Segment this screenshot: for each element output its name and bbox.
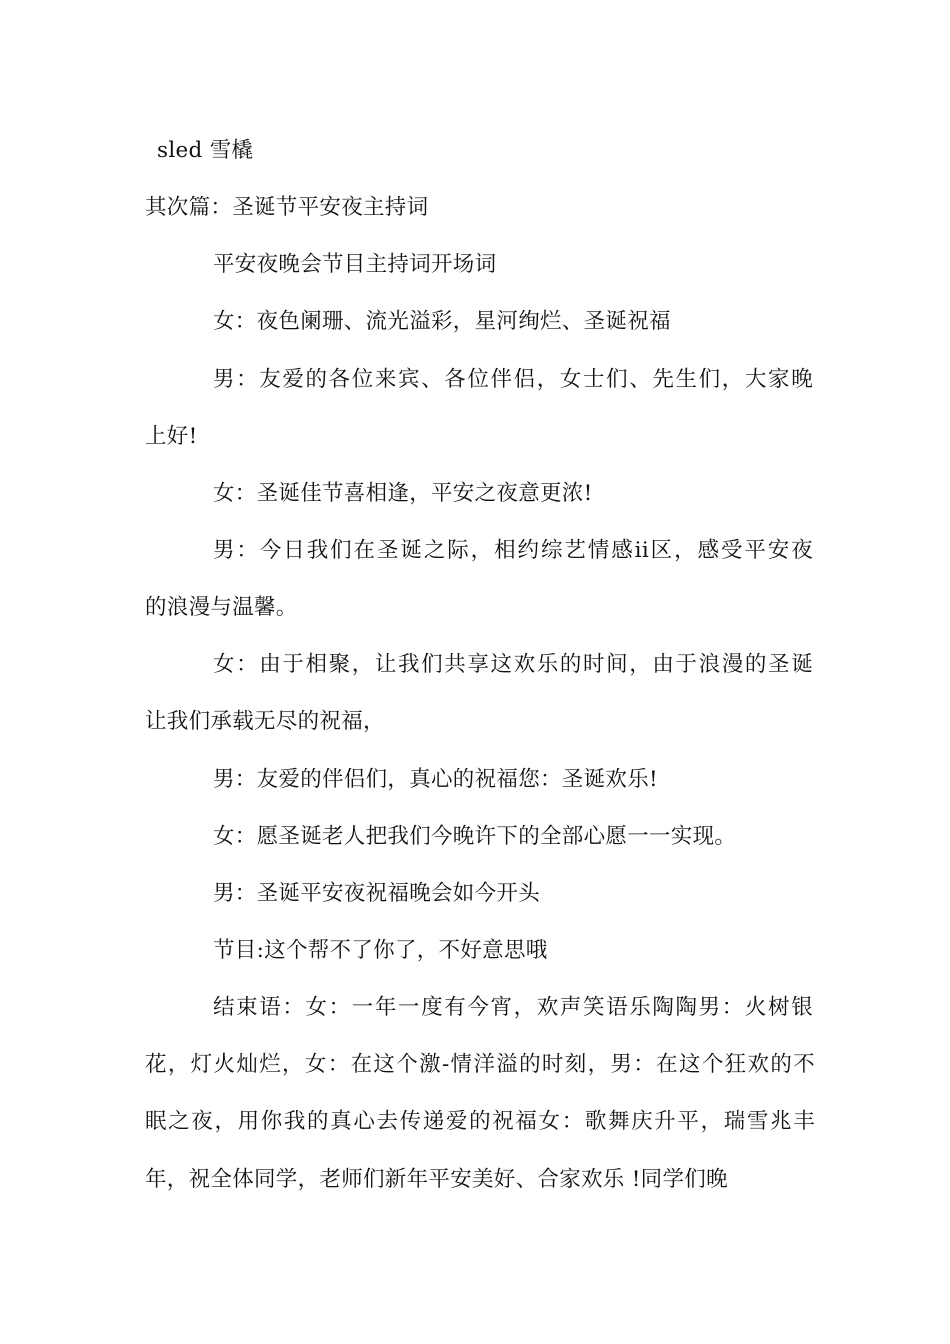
text-line-4: 女：夜色阑珊、流光溢彩，星河绚烂、圣诞祝福 xyxy=(213,309,671,334)
text-line-15: 节目:这个帮不了你了，不好意思哦 xyxy=(213,938,548,963)
text-line-7: 女：圣诞佳节喜相逢，平安之夜意更浓! xyxy=(213,481,593,506)
text-line-6: 上好! xyxy=(145,424,198,449)
text-line-9: 的浪漫与温馨。 xyxy=(145,595,298,620)
text-line-19: 年，祝全体同学，老师们新年平安美好、合家欢乐 !同学们晚 xyxy=(145,1167,728,1192)
text-line-2: 其次篇：圣诞节平安夜主持词 xyxy=(145,195,429,220)
text-line-1: sled 雪橇 xyxy=(157,138,254,163)
text-line-14: 男：圣诞平安夜祝福晚会如今开头 xyxy=(213,881,541,906)
text-line-16: 结束语：女：一年一度有今宵，欢声笑语乐陶陶男：火树银 xyxy=(213,995,813,1020)
text-line-13: 女：愿圣诞老人把我们今晚许下的全部心愿一一实现。 xyxy=(213,824,737,849)
text-line-3: 平安夜晚会节目主持词开场词 xyxy=(213,252,497,277)
text-line-8: 男：今日我们在圣诞之际，相约综艺情感ii区，感受平安夜 xyxy=(213,538,813,563)
text-line-5: 男：友爱的各位来宾、各位伴侣，女士们、先生们，大家晚 xyxy=(213,367,813,392)
text-line-18: 眠之夜，用你我的真心去传递爱的祝福女：歌舞庆升平，瑞雪兆丰 xyxy=(145,1109,815,1134)
text-line-11: 让我们承载无尽的祝福， xyxy=(145,709,385,734)
text-line-12: 男：友爱的伴侣们，真心的祝福您：圣诞欢乐! xyxy=(213,767,658,792)
text-line-17: 花，灯火灿烂，女：在这个激-情洋溢的时刻，男：在这个狂欢的不 xyxy=(145,1052,815,1077)
text-line-10: 女：由于相聚，让我们共享这欢乐的时间，由于浪漫的圣诞 xyxy=(213,652,813,677)
